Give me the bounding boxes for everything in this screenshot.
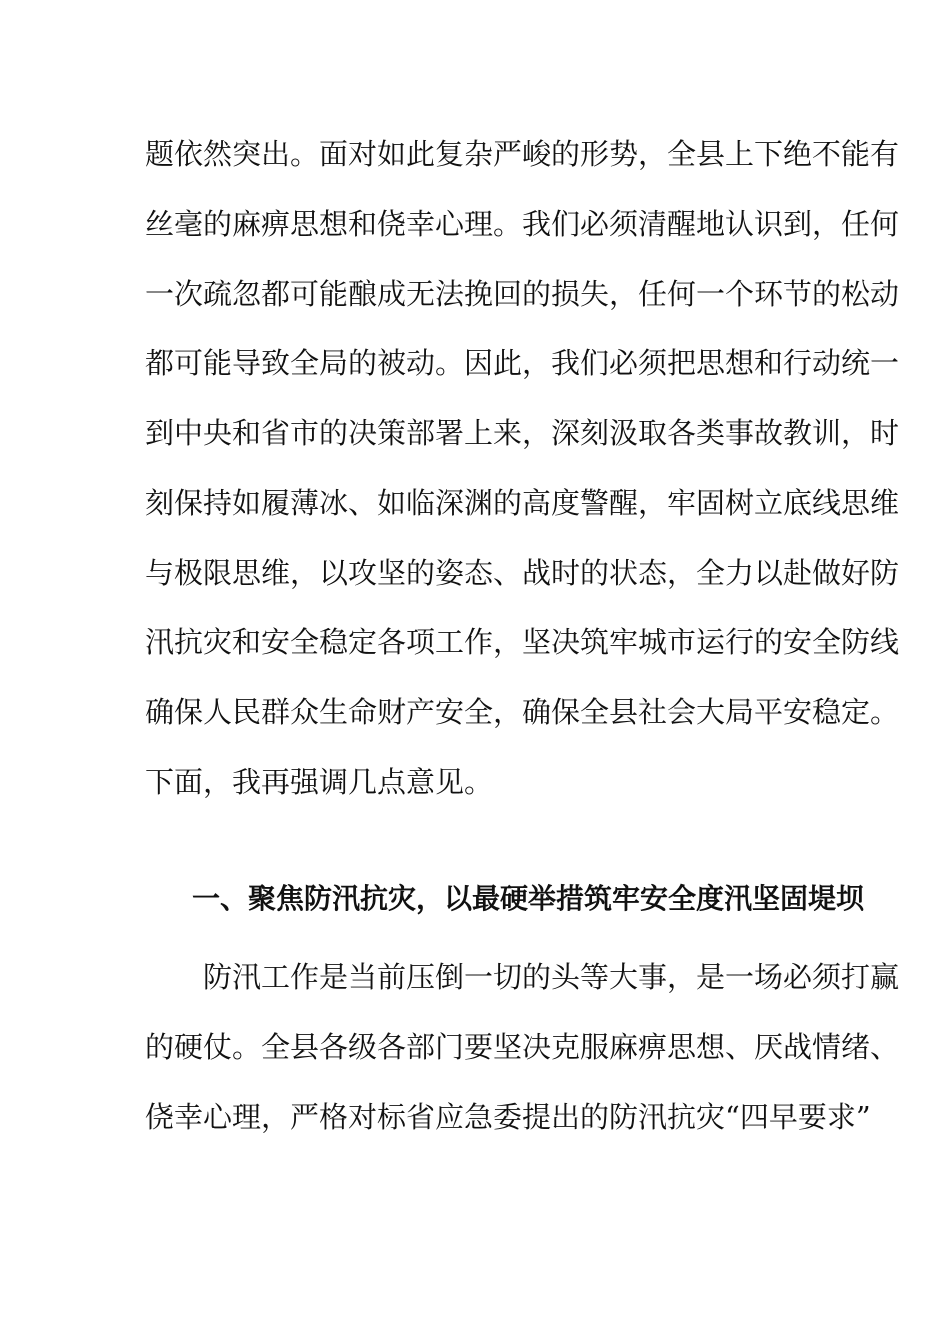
- body-text-line: 题依然突出。面对如此复杂严峻的形势，全县上下绝不能有: [145, 137, 900, 171]
- section-heading: 一、聚焦防汛抗灾，以最硬举措筑牢安全度汛坚固堤坝: [192, 882, 865, 915]
- body-text-line: 下面，我再强调几点意见。: [145, 765, 494, 799]
- body-text-line: 到中央和省市的决策部署上来，深刻汲取各类事故教训，时: [145, 416, 900, 450]
- body-text-line: 确保人民群众生命财产安全，确保全县社会大局平安稳定。: [145, 695, 900, 729]
- body-text-line: 一次疏忽都可能酿成无法挽回的损失，任何一个环节的松动: [145, 277, 900, 311]
- body-text-line: 与极限思维，以攻坚的姿态、战时的状态，全力以赴做好防: [145, 556, 900, 590]
- body-text-line: 侥幸心理，严格对标省应急委提出的防汛抗灾“四早要求”: [145, 1100, 871, 1134]
- body-text-line: 丝毫的麻痹思想和侥幸心理。我们必须清醒地认识到，任何: [145, 207, 900, 241]
- body-text-line: 都可能导致全局的被动。因此，我们必须把思想和行动统一: [145, 346, 900, 380]
- body-text-line: 汛抗灾和安全稳定各项工作，坚决筑牢城市运行的安全防线: [145, 625, 900, 659]
- body-text-line: 防汛工作是当前压倒一切的头等大事，是一场必须打赢: [203, 960, 900, 994]
- body-text-line: 的硬仗。全县各级各部门要坚决克服麻痹思想、厌战情绪、: [145, 1030, 900, 1064]
- body-text-line: 刻保持如履薄冰、如临深渊的高度警醒，牢固树立底线思维: [145, 486, 900, 520]
